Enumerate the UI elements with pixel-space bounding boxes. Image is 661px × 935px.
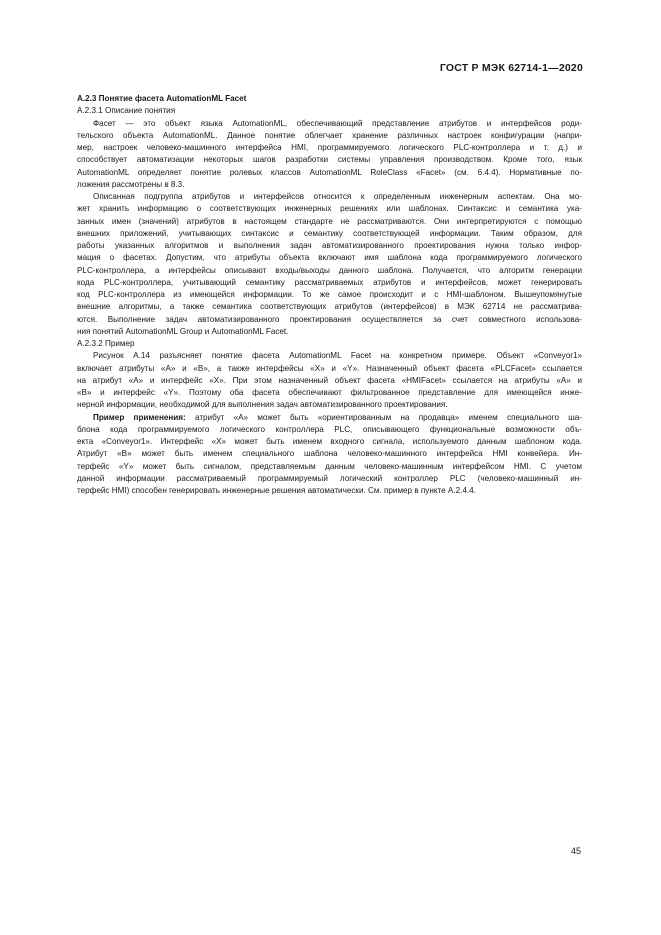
text-line: PLC-контроллера, а интерфейсы описывают входы/выходы данного шаблона. Получается, что алгоритм генерации bbox=[77, 265, 582, 275]
text-line: Атрибут «B» может быть именем специального шаблона человеко-машинного интерфейса HMI конвейера. Ин- bbox=[77, 449, 582, 459]
text-line: Фасет — это объект языка AutomationML, обеспечивающий представление атрибутов и интерфейсов роди- bbox=[93, 118, 582, 128]
text-line: на атрибут «A» и интерфейс «X». При этом назначенный объект фасета «HMIFacet» ссылается на атрибуты «A» и bbox=[77, 375, 582, 385]
text-line: жет хранить информацию о соответствующих инженерных решениях или шаблонах. Синтаксис и семантика ука- bbox=[77, 204, 582, 214]
paragraph-facet-definition bbox=[77, 118, 582, 192]
main-content bbox=[77, 93, 582, 497]
text-fragment: атрибут «A» может быть «ориентированным на продавца» именем специального ша- bbox=[185, 412, 582, 422]
text-line: кода PLC-контроллера, учитывающий семантику рассматриваемых атрибутов и интерфейсов, может генерировать bbox=[77, 277, 582, 287]
page-number: 45 bbox=[570, 846, 581, 856]
text-line: способствует автоматизации некоторых шагов разработки системы управления производством. Кроме того, язык bbox=[77, 155, 582, 165]
text-line: код PLC-контроллера из имеющейся информации. То же самое происходит и с HMI-шаблоном. Вышеупомянутые bbox=[77, 290, 582, 299]
text-line: нерной информации, необходимой для выполнения задач автоматизированного проектирования. bbox=[77, 400, 448, 410]
text-line: AutomationML определяет понятие ролевых классов AutomationML RoleClass «Facet» (см. 6.4.4). Нормативные по- bbox=[77, 167, 582, 177]
text-line: терфейс «Y» может быть сигналом, представляемым данным человеко-машинным интерфейсом HMI. С учетом bbox=[77, 461, 582, 471]
text-line: включает атрибуты «A» и «B», а также интерфейсы «X» и «Y». Назначенный объект фасета «PLCFacet» ссылается bbox=[77, 363, 582, 373]
text-line: блона кода программируемого логического контроллера PLC, описывающего функциональные возможности объ- bbox=[77, 424, 582, 434]
paragraph-example bbox=[77, 350, 582, 411]
document-header: ГОСТ Р МЭК 62714-1—2020 bbox=[439, 62, 583, 74]
text-line: екта «Conveyor1». Интерфейс «X» может быть именем входного сигнала, используемого данным шаблоном кода. bbox=[77, 437, 582, 446]
text-line: тельского объекта AutomationML. Данное понятие облегчает хранение различных настроек конфигурации (напри- bbox=[77, 130, 582, 140]
text-line: ния понятий AutomationML Group и AutomationML Facet. bbox=[77, 326, 289, 336]
text-line: терфейс HMI) способен генерировать инженерные решения автоматически. См. пример в пункте А.2.4.4. bbox=[77, 486, 476, 495]
subsection-heading-description: А.2.3.1 Описание понятия bbox=[77, 106, 176, 116]
text-line: «B» и интерфейс «Y». Поэтому оба фасета обеспечивают фильтрованное представление для имеющейся инже- bbox=[77, 388, 582, 397]
text-line: работы указанных алгоритмов и выполнения задач автоматизированного проектирования нужна только инфор- bbox=[77, 241, 582, 250]
application-example-label: Пример применения: bbox=[93, 412, 186, 422]
paragraph-subgroup-description bbox=[77, 191, 582, 338]
text-line: внешние алгоритмы, а также семантика соответствующих атрибутов (интерфейсов) в МЭК 62714 не рассматрива- bbox=[77, 302, 582, 312]
text-line: мер, настроек человеко-машинного интерфейса HMI, программируемого логического PLC-контроллера и т. д.) и bbox=[77, 143, 582, 152]
text-line bbox=[77, 412, 582, 424]
text-line: мация о фасетах. Допустим, что атрибуты объекта включают имя шаблона кода программируемого логического bbox=[77, 253, 582, 263]
text-line: Описанная подгруппа атрибутов и интерфейсов относится к определенным инженерным аспектам. Она мо- bbox=[93, 192, 582, 201]
text-line: Рисунок А.14 разъясняет понятие фасета AutomationML Facet на конкретном примере. Объект «Conveyor1» bbox=[93, 351, 582, 361]
text-line: ются. Выполнение задач автоматизированного проектирования осуществляется за счет совместного использова- bbox=[77, 314, 582, 324]
text-line: данной информации рассматриваемый программируемый логический контроллер PLC (человеко-машинный ин- bbox=[77, 473, 582, 483]
text-line: внешних приложений, учитывающих синтаксис и семантику соответствующей информации. Таким образом, для bbox=[77, 228, 582, 238]
section-heading: A.2.3 Понятие фасета AutomationML Facet bbox=[77, 94, 247, 103]
text-line: ложения рассмотрены в 8.3. bbox=[77, 179, 185, 189]
text-line: занных имен (значений) атрибутов в настоящем стандарте не рассматриваются. Они интерпретируются с помощью bbox=[77, 216, 582, 226]
subsection-heading-example: А.2.3.2 Пример bbox=[77, 339, 135, 348]
paragraph-application-example bbox=[77, 412, 582, 498]
